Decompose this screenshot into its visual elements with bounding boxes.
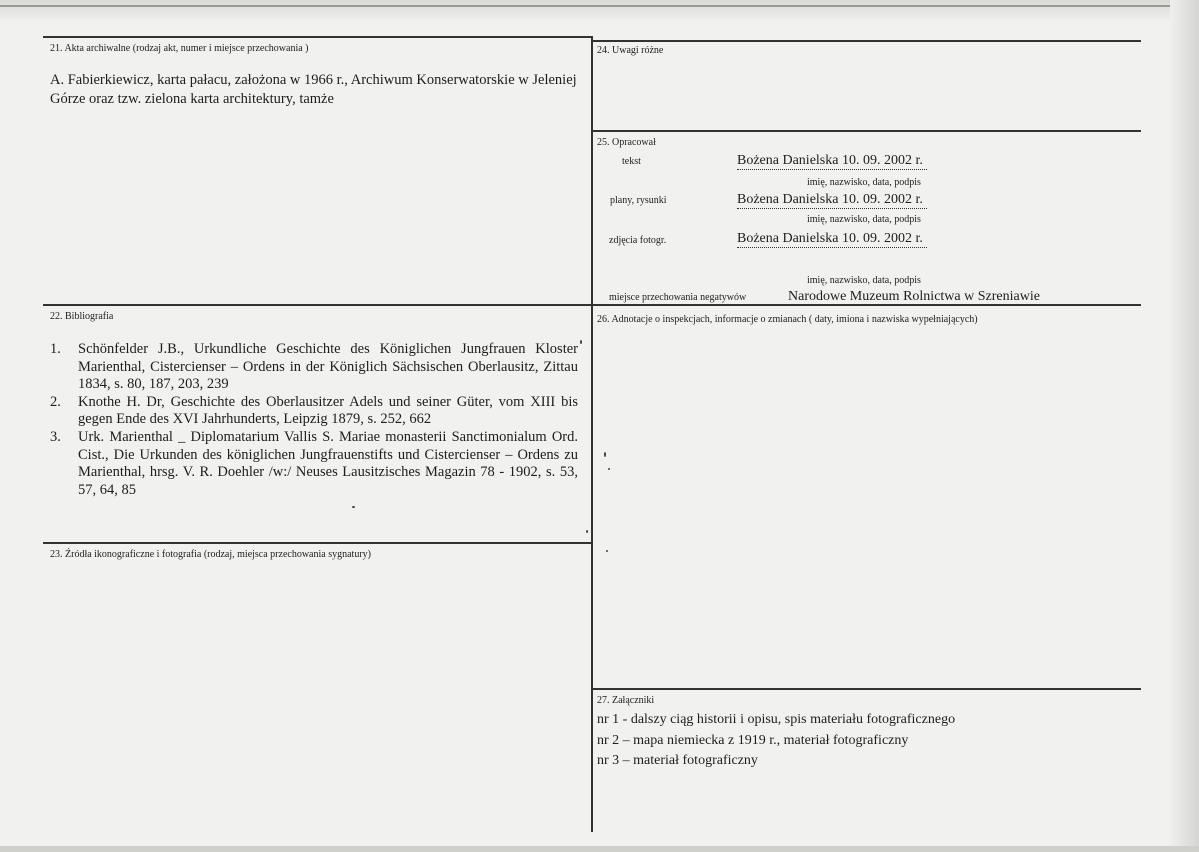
scan-speck	[586, 530, 588, 533]
center-divider	[591, 36, 593, 832]
scan-speck	[604, 452, 606, 457]
section-24-header: 24. Uwagi różne	[597, 45, 664, 56]
scan-top-edge	[0, 5, 1199, 7]
bibliography-item-number: 2.	[50, 393, 61, 410]
section-27-header: 27. Załączniki	[597, 695, 655, 706]
rule-24-25	[593, 130, 1141, 132]
section-22-header: 22. Bibliografia	[50, 311, 114, 322]
rule-26-27	[593, 688, 1141, 690]
scan-speck	[352, 506, 355, 508]
scan-speck	[608, 468, 610, 470]
scan-bottom-edge	[0, 846, 1199, 852]
bibliography-list	[50, 341, 578, 499]
bibliography-item	[50, 429, 578, 499]
bibliography-item-text: Knothe H. Dr, Geschichte des Oberlausitzer Adels und seiner Güter, vom XIII bis gegen Ende des XVI Jahrhunderts, Leipzig 1879, s. 252, 662	[78, 393, 578, 428]
author-row-caption: imię, nazwisko, data, podpis	[807, 275, 921, 286]
section-21-line-2: Górze oraz tzw. zielona karta architektury, tamże	[50, 91, 334, 107]
bibliography-item	[50, 341, 578, 394]
author-row-value: Bożena Danielska 10. 09. 2002 r.	[737, 153, 927, 170]
author-row-caption: imię, nazwisko, data, podpis	[807, 177, 921, 188]
rule-22-23	[43, 542, 593, 544]
section-21-line-1: A. Fabierkiewicz, karta pałacu, założona w 1966 r., Archiwum Konserwatorskie w Jeleniej	[50, 72, 577, 88]
author-row-value: Bożena Danielska 10. 09. 2002 r.	[737, 231, 927, 248]
top-rule-right	[593, 40, 1141, 42]
attachment-item: nr 1 - dalszy ciąg historii i opisu, spis materiału fotograficznego	[597, 712, 956, 727]
section-26-header: 26. Adnotacje o inspekcjach, informacje o zmianach ( daty, imiona i nazwiska wypełniających)	[597, 314, 978, 325]
negatives-location-value: Narodowe Muzeum Rolnictwa w Szreniawie	[788, 289, 1040, 304]
author-row-label: tekst	[622, 156, 641, 167]
author-row-value: Bożena Danielska 10. 09. 2002 r.	[737, 192, 927, 209]
bibliography-item	[50, 394, 578, 429]
scan-speck	[606, 550, 608, 552]
scan-top-shadow	[0, 0, 1199, 20]
section-21-header: 21. Akta archiwalne (rodzaj akt, numer i miejsce przechowania )	[50, 43, 309, 54]
author-row-caption: imię, nazwisko, data, podpis	[807, 214, 921, 225]
attachment-item: nr 2 – mapa niemiecka z 1919 r., materiał fotograficzny	[597, 733, 909, 748]
section-23-header: 23. Źródła ikonograficzne i fotografia (rodzaj, miejsca przechowania sygnatury)	[50, 549, 371, 560]
author-row-label: zdjęcia fotogr.	[609, 235, 667, 246]
negatives-location-label: miejsce przechowania negatywów	[609, 292, 747, 303]
bibliography-item-text: Schönfelder J.B., Urkundliche Geschichte des Königlichen Jungfrauen Kloster Marienthal, Cistercienser – Ordens in der Königlich Sächsischen Oberlausitz, Zittau 1834, s. 80, 187, 203, 239	[78, 341, 578, 393]
bibliography-item-text: Urk. Marienthal _ Diplomatarium Vallis S. Mariae monasterii Sanctimonialum Ord. Cist., Die Urkunden des königlichen Jungfrauenstifts und Cistercienser – Ordens zu Marienthal, hrsg. V. R. Doehler /w:/ Neuses Lausitzisches Magazin 78 - 1902, s. 53, 57, 64, 85	[78, 428, 578, 498]
top-rule-left	[43, 36, 593, 38]
bibliography-item-number: 3.	[50, 428, 61, 445]
scan-right-shadow	[1170, 0, 1199, 852]
attachment-item: nr 3 – materiał fotograficzny	[597, 753, 758, 768]
scan-speck	[580, 340, 582, 344]
section-25-header: 25. Opracował	[597, 137, 656, 148]
bibliography-item-number: 1.	[50, 341, 61, 357]
author-row-label: plany, rysunki	[610, 195, 667, 206]
